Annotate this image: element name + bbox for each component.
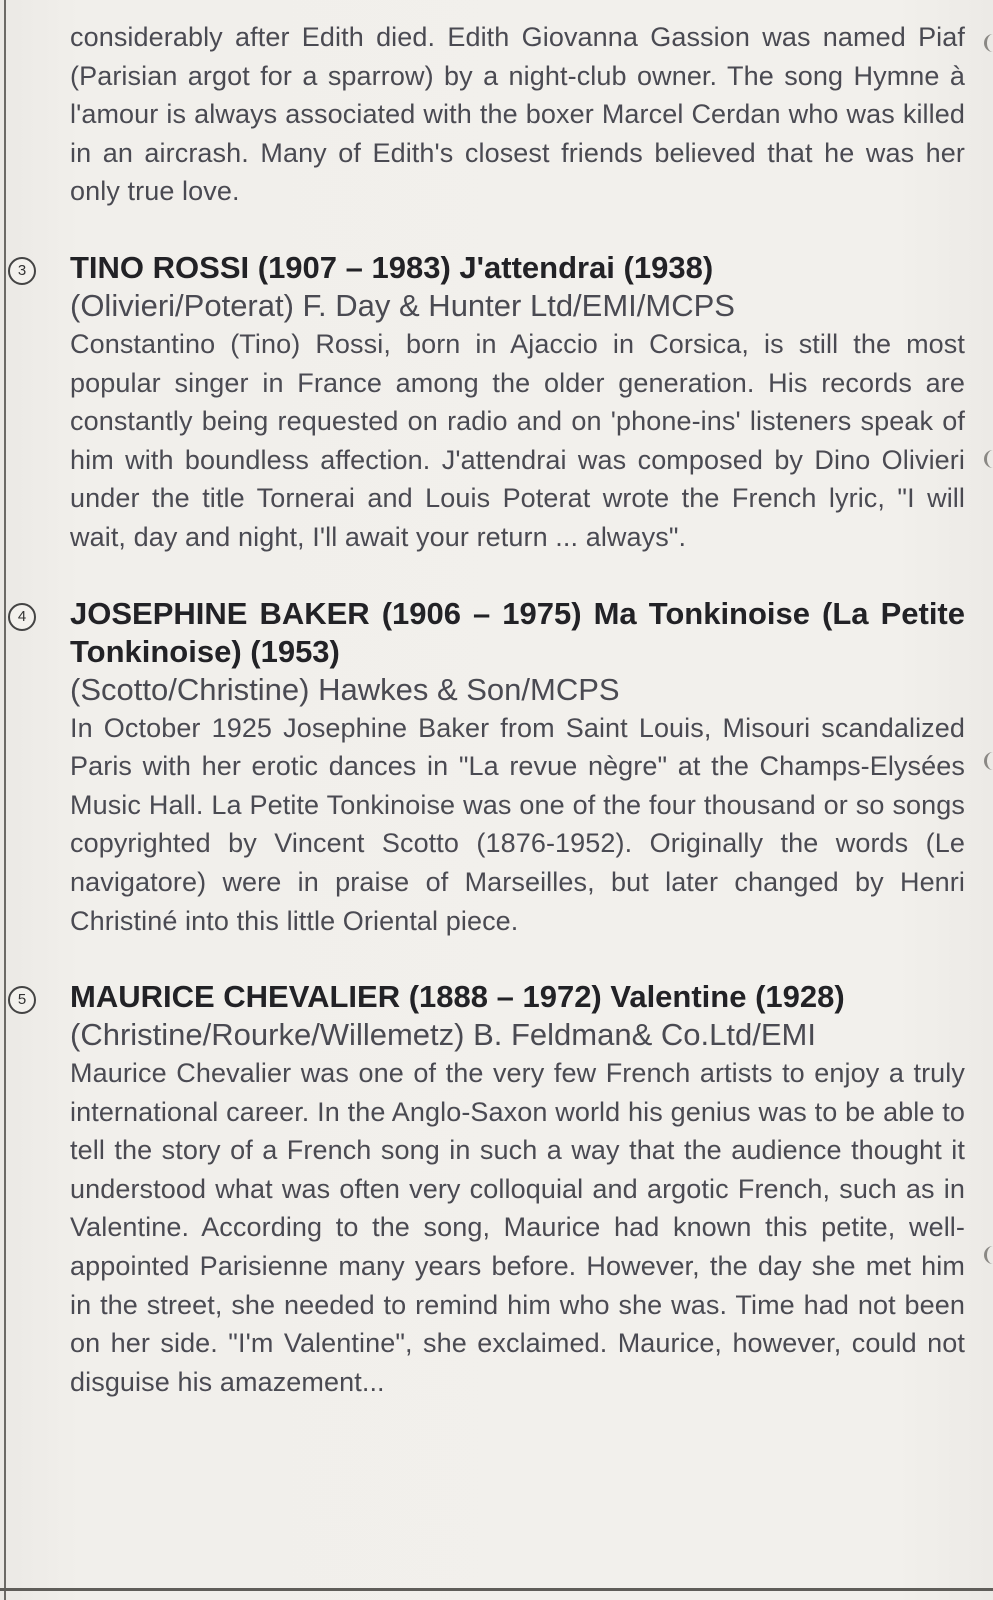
- right-edge-mark: [984, 450, 993, 468]
- track-credits: (Scotto/Christine) Hawkes & Son/MCPS: [70, 671, 620, 707]
- track-credits: (Christine/Rourke/Willemetz) B. Feldman& Co.Ltd/EMI: [70, 1017, 816, 1053]
- track-description: Maurice Chevalier was one of the very few French artists to enjoy a truly international career. In the Anglo-Saxon world his genius was to be able to tell the story of a French song in such a way that the audience thought it understood what was often very colloquial and argotic French, such as in Valentine. According to the song, Maurice had known this petite, well-appointed Parisienne many years before. However, the day she met him in the street, she needed to remind him who she was. Time had not been on her side. "I'm Valentine", she exclaimed. Maurice, however, could not disguise his amazement...: [70, 1058, 965, 1397]
- right-edge-mark: [984, 752, 993, 770]
- track-number-badge: 5: [8, 986, 36, 1014]
- bottom-border-rule: [0, 1588, 993, 1591]
- intro-paragraph: considerably after Edith died. Edith Giovanna Gassion was named Piaf (Parisian argot for a sparrow) by a night-club owner. The song Hymne à l'amour is always associated with the boxer Marcel Cerdan who was killed in an aircrash. Many of Edith's closest friends believed that he was her only true love.: [70, 22, 965, 207]
- track-entry-3: [17, 249, 965, 557]
- left-border-rule: [4, 0, 6, 1600]
- right-edge-mark: [984, 1246, 993, 1264]
- track-entry-4: [17, 595, 965, 941]
- track-heading: MAURICE CHEVALIER (1888 – 1972) Valentine (1928): [70, 979, 845, 1015]
- track-description: In October 1925 Josephine Baker from Saint Louis, Misouri scandalized Paris with her erotic dances in "La revue nègre" at the Champs-Elysées Music Hall. La Petite Tonkinoise was one of the four thousand or so songs copyrighted by Vincent Scotto (1876-1952). Originally the words (Le navigatore) were in praise of Marseilles, but later changed by Henri Christiné into this little Oriental piece.: [70, 712, 965, 936]
- track-number-badge: 4: [8, 603, 36, 631]
- track-number-badge: 3: [8, 257, 36, 285]
- track-heading: JOSEPHINE BAKER (1906 – 1975) Ma Tonkinoise (La Petite Tonkinoise) (1953): [70, 595, 965, 669]
- liner-notes-text: [17, 18, 965, 1401]
- right-edge-mark: [984, 34, 993, 52]
- track-entry-5: [17, 978, 965, 1401]
- track-heading: TINO ROSSI (1907 – 1983) J'attendrai (1938): [70, 249, 714, 285]
- track-credits: (Olivieri/Poterat) F. Day & Hunter Ltd/EMI/MCPS: [70, 287, 735, 323]
- track-description: Constantino (Tino) Rossi, born in Ajaccio in Corsica, is still the most popular singer in France among the older generation. His records are constantly being requested on radio and on 'phone-ins' listeners speak of him with boundless affection. J'attendrai was composed by Dino Olivieri under the title Tornerai and Louis Poterat wrote the French lyric, "I will wait, day and night, I'll await your return ... always".: [70, 328, 965, 552]
